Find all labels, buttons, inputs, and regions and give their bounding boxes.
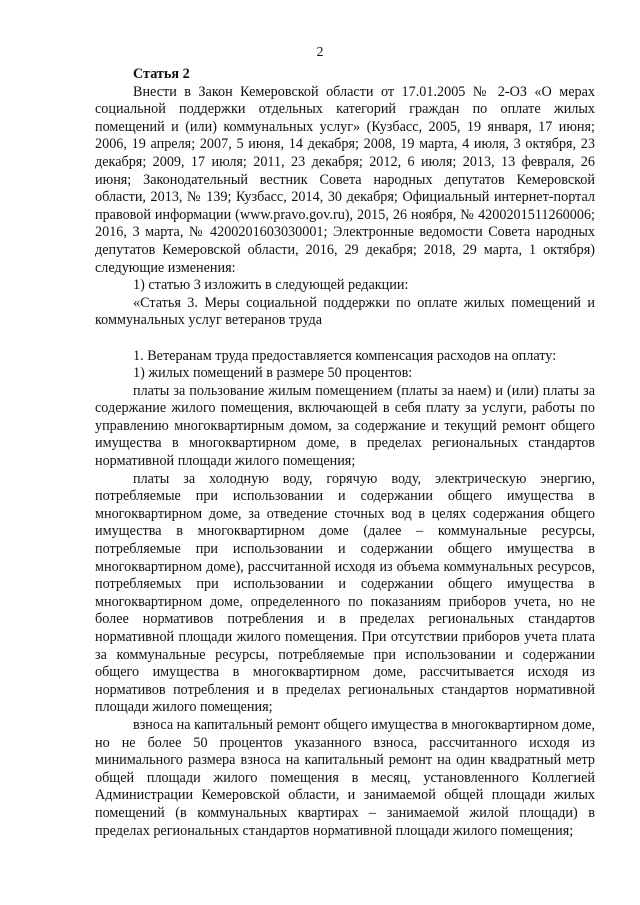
housing-compensation-item: 1) жилых помещений в размере 50 процентов: [133,365,413,382]
page-number: 2 [316,45,324,60]
amendment-intro-paragraph: Внести в Закон Кемеровской области от 17.01.2005 № 2-ОЗ «О мерах социальной поддержки отдельных категорий граждан по оплате жилых помещений и (или) коммунальных услуг» (Кузбасс, 2005, 19 января, 17 июня; 2006, 19 апреля; 2007, 5 июня, 14 декабря; 2008, 19 марта, 4 июля, 3 октября, 23 декабря; 2009, 17 июля; 2011, 23 декабря; 2012, 6 июля; 2013, 13 февраля, 26 июня; Законодательный вестник Совета народных депутатов Кемеровской области, 2013, № 139; Кузбасс, 2014, 30 декабря; Официальный интернет-портал правовой информации (www.pravo.gov.ru), 2015, 26 ноября, № 4200201511260006; 2016, 3 марта, № 4200201603030001; Электронные ведомости Совета народных депутатов Кемеровской области, 2016, 29 декабря; 2018, 29 марта, 1 октября) следующие изменения: [95,83,595,276]
rent-maintenance-paragraph: платы за пользование жилым помещением (платы за наем) и (или) платы за содержание жилого помещения, включающей в себя плату за услуги, работы по управлению многоквартирным домом, за содержание и текущий ремонт общего имущества в многоквартирном доме, в пределах региональных стандартов нормативной площади жилого помещения; [95,382,595,470]
compensation-intro-paragraph: 1. Ветеранам труда предоставляется компенсация расходов на оплату: [133,347,557,364]
article-3-title-paragraph: «Статья 3. Меры социальной поддержки по оплате жилых помещений и коммунальных услуг ветеранов труда [95,294,595,329]
amendment-item-paragraph: 1) статью 3 изложить в следующей редакции: [133,277,409,294]
utility-resources-paragraph: платы за холодную воду, горячую воду, электрическую энергию, потребляемые при использовании и содержании общего имущества в многоквартирном доме, за отведение сточных вод в целях содержания общего имущества в многоквартирном доме (далее – коммунальные ресурсы, потребляемые при использовании и содержании общего имущества в многоквартирном доме), рассчитанной исходя из объема коммунальных ресурсов, потребляемых при использовании и содержании общего имущества в многоквартирном доме, определенного по показаниям приборов учета, но не более нормативов потребления и в пределах региональных стандартов нормативной площади жилого помещения. При отсутствии приборов учета плата за коммунальные ресурсы, потребляемые при использовании и содержании общего имущества в многоквартирном доме, рассчитывается исходя из нормативов потребления и в пределах региональных стандартов нормативной площади жилого помещения; [95,470,595,716]
capital-repair-paragraph: взноса на капитальный ремонт общего имущества в многоквартирном доме, но не более 50 процентов указанного взноса, рассчитанного исходя из минимального размера взноса на капитальный ремонт на один квадратный метр общей площади жилого помещения в месяц, установленного Коллегией Администрации Кемеровской области, и занимаемой общей площади жилых помещений (в коммунальных квартирах – занимаемой жилой площади) в пределах региональных стандартов нормативной площади жилого помещения; [95,716,595,839]
document-body [95,66,595,840]
article-heading: Статья 2 [133,66,190,82]
